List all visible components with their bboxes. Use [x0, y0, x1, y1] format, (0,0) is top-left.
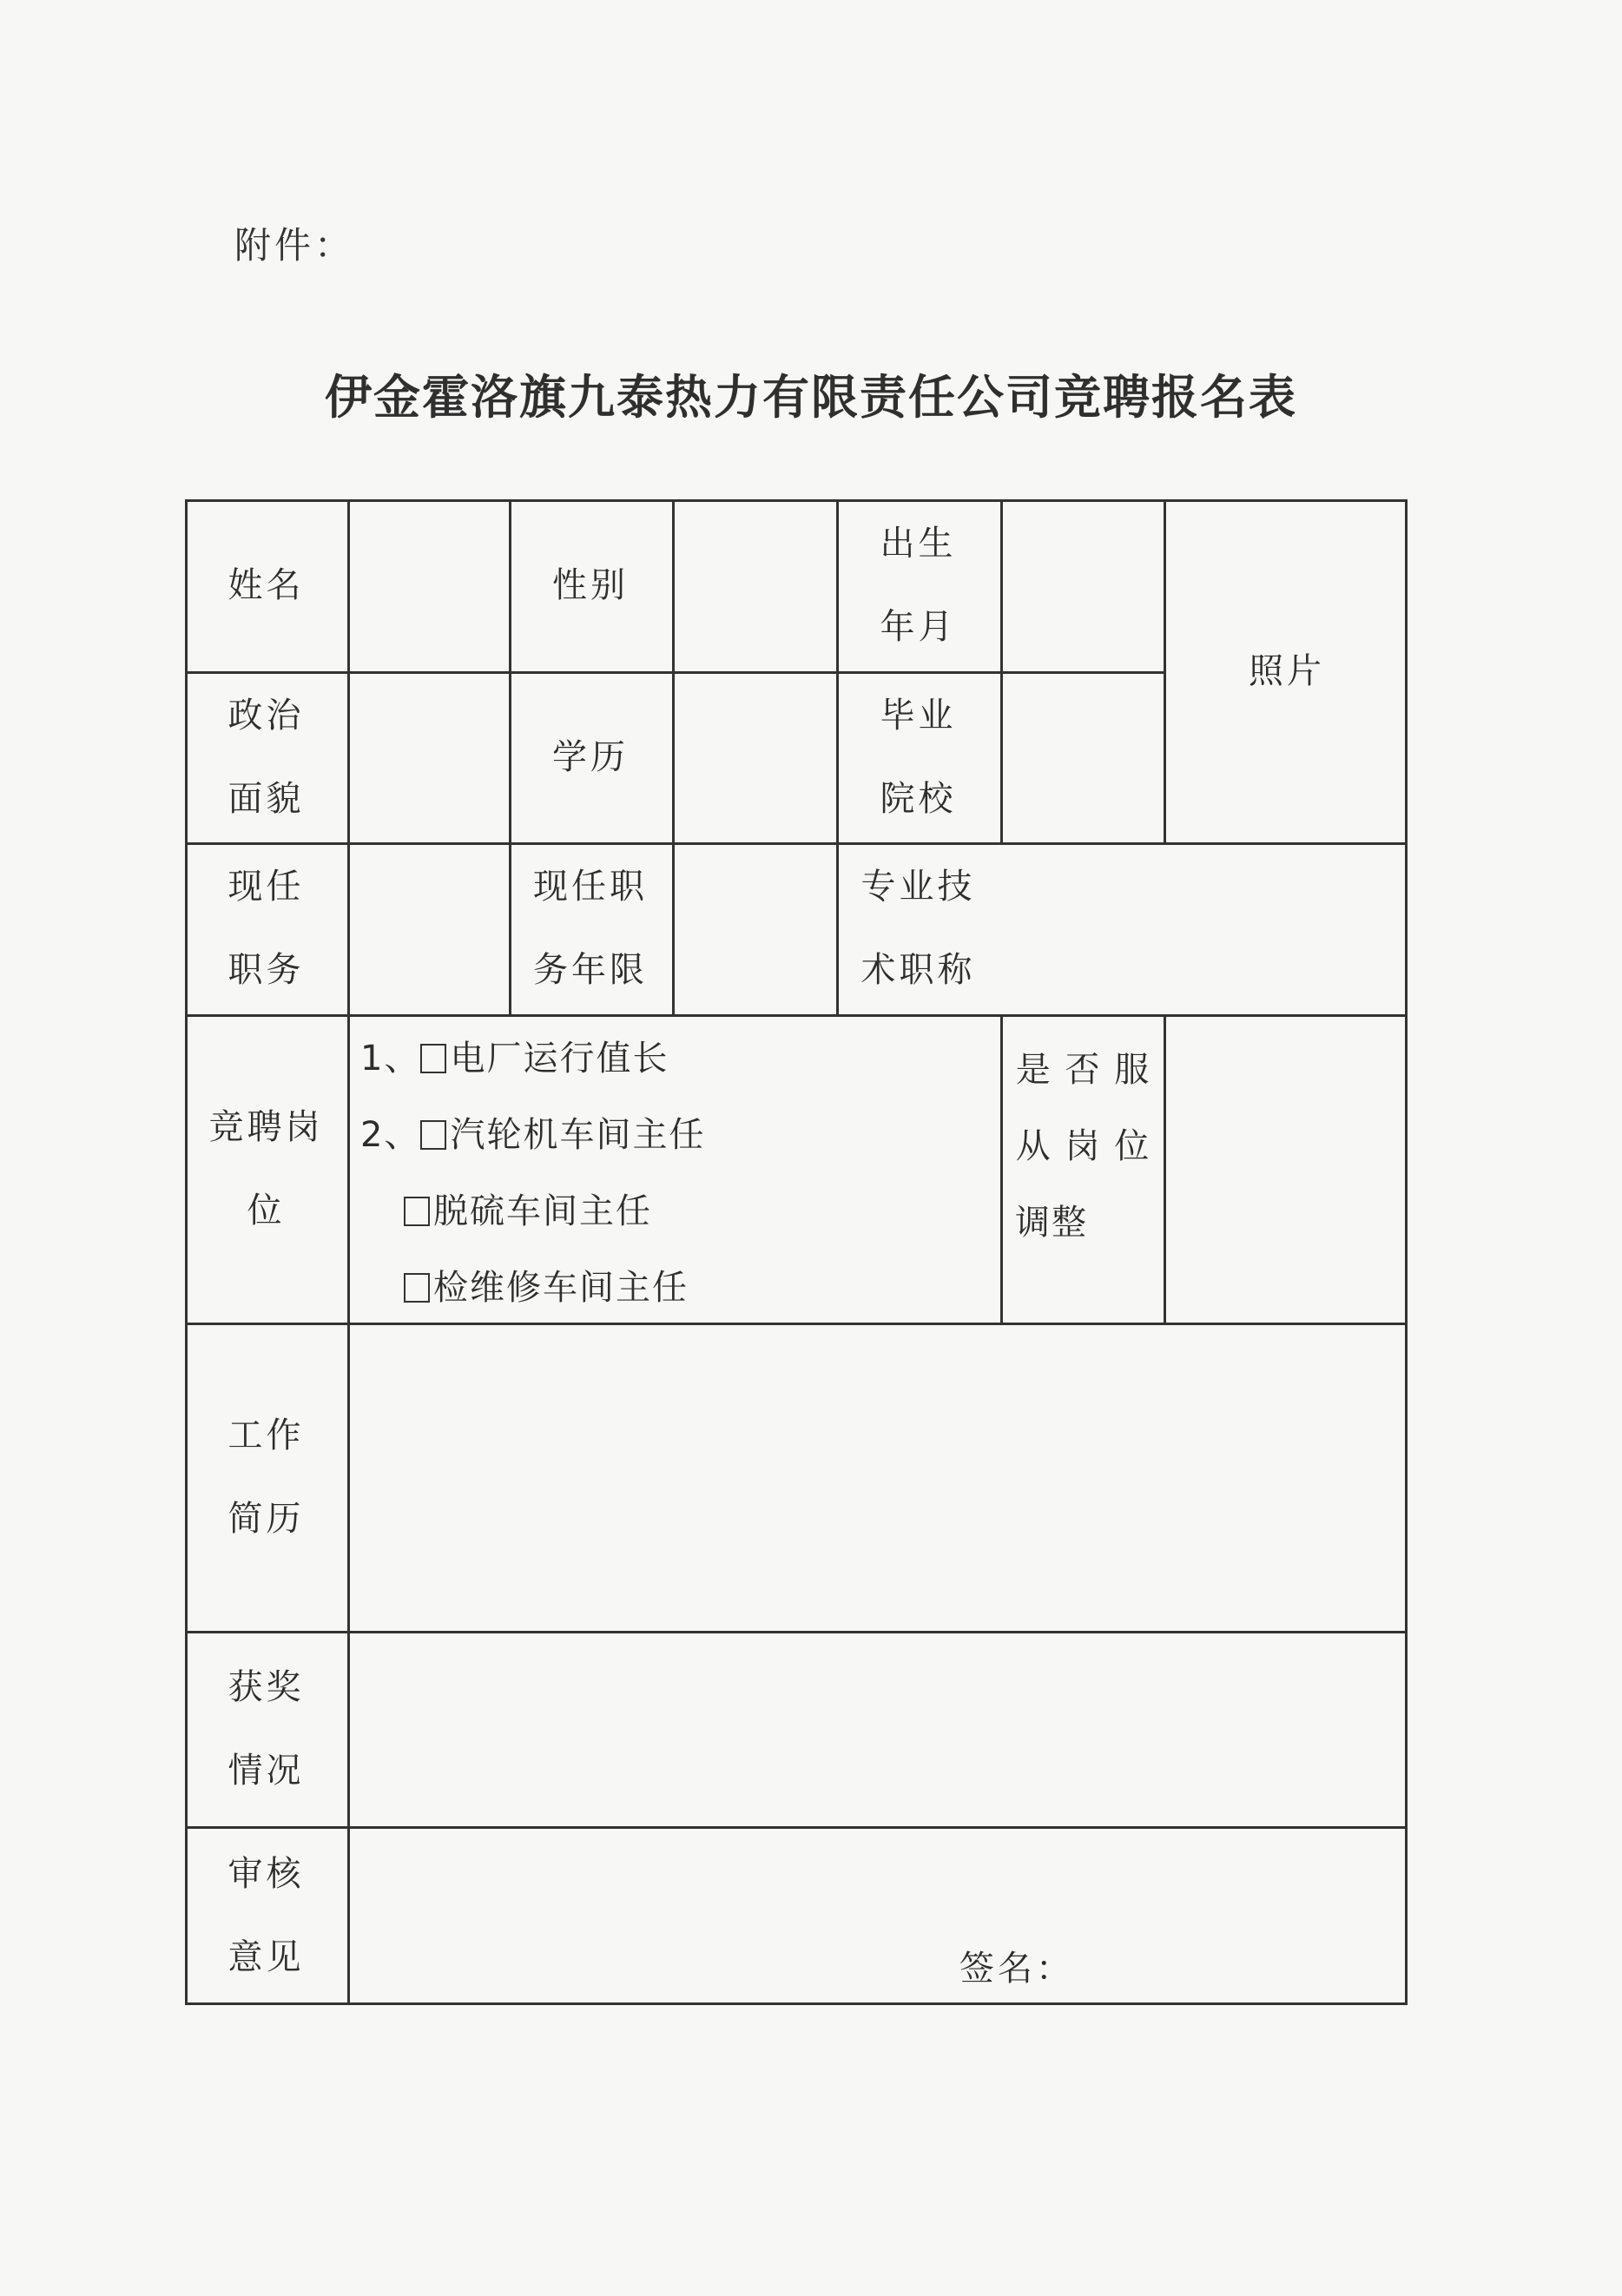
option-number: 1、	[360, 1039, 421, 1079]
label-position-years: 现任职 务年限	[533, 867, 648, 990]
checkbox-power-plant-shift-leader[interactable]	[420, 1044, 446, 1073]
field-review[interactable]	[350, 1829, 1408, 2002]
field-tech-title[interactable]	[1003, 845, 1408, 1014]
label-political: 政治 面貌	[227, 695, 305, 819]
checkbox-turbine-workshop-director[interactable]	[420, 1120, 446, 1150]
label-school: 毕业 院校	[880, 695, 957, 819]
option-row-1	[360, 1031, 669, 1080]
label-awards: 获奖 情况	[227, 1666, 305, 1791]
field-political[interactable]	[350, 674, 509, 842]
label-apply-position: 竞聘岗 位	[208, 1106, 324, 1230]
checkbox-maintenance-workshop-director[interactable]	[404, 1273, 430, 1303]
label-work-history: 工作 简历	[227, 1415, 305, 1539]
field-name[interactable]	[350, 502, 509, 671]
label-accept-adjust: 是 否 服 从 岗 位 调整	[1015, 1050, 1151, 1243]
option-label: 电厂运行值长	[450, 1039, 669, 1079]
label-birth: 出生 年月	[880, 524, 957, 647]
signature-label: 签名：	[959, 1949, 1074, 1989]
option-label: 脱硫车间主任	[433, 1191, 652, 1231]
field-position-years[interactable]	[675, 845, 836, 1014]
field-accept-adjust[interactable]	[1166, 1017, 1408, 1323]
option-label: 汽轮机车间主任	[450, 1115, 706, 1155]
field-gender[interactable]	[675, 502, 836, 671]
photo-area[interactable]: 照片	[1249, 650, 1325, 691]
option-label: 检维修车间主任	[433, 1268, 689, 1308]
field-education[interactable]	[675, 674, 836, 842]
label-education: 学历	[552, 736, 629, 777]
label-gender: 性别	[552, 565, 629, 605]
field-current-position[interactable]	[350, 845, 509, 1014]
option-row-3	[404, 1184, 652, 1233]
label-current-position: 现任 职务	[227, 867, 305, 990]
form-title: 伊金霍洛旗九泰热力有限责任公司竞聘报名表	[325, 369, 1297, 425]
field-birth[interactable]	[1003, 502, 1164, 671]
field-work-history[interactable]	[350, 1325, 1408, 1631]
label-name: 姓名	[227, 565, 305, 605]
checkbox-desulfurization-workshop-director[interactable]	[404, 1197, 430, 1226]
option-number: 2、	[360, 1115, 421, 1155]
attachment-label: 附件：	[234, 224, 355, 267]
field-school[interactable]	[1003, 674, 1164, 842]
option-row-2	[360, 1107, 705, 1157]
field-awards[interactable]	[350, 1633, 1408, 1826]
option-row-4	[404, 1260, 689, 1310]
label-review: 审核 意见	[227, 1854, 305, 1977]
label-tech-title: 专业技 术职称	[860, 867, 976, 990]
